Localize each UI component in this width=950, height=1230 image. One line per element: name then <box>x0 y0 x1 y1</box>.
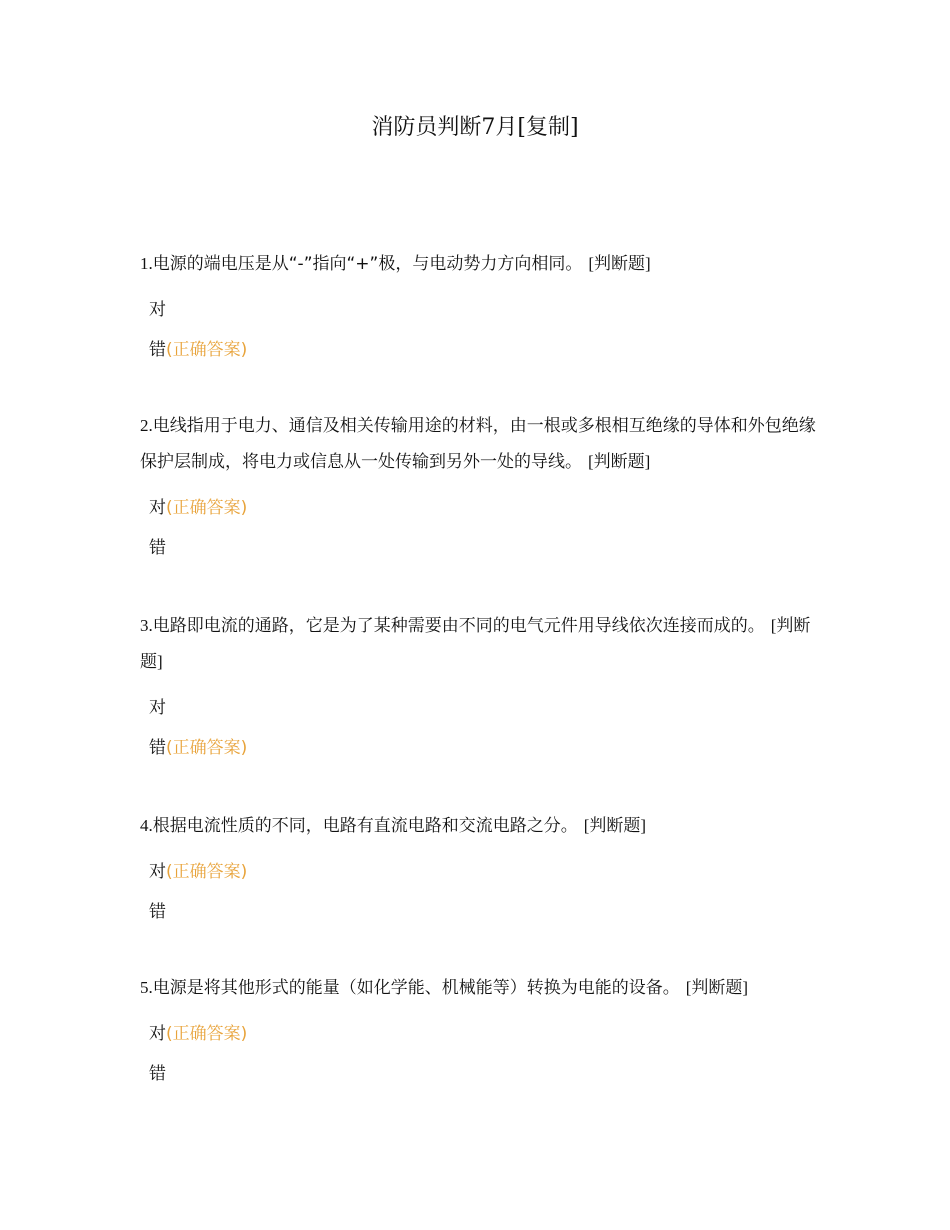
question-type: [判断题] <box>685 978 749 997</box>
question-text <box>140 970 820 1006</box>
option-label: 对 <box>149 1024 166 1044</box>
question-number: 3. <box>140 616 153 635</box>
option-label: 错 <box>149 738 166 758</box>
question-text <box>140 246 820 282</box>
question-text <box>140 608 820 680</box>
option-label: 对 <box>149 698 166 718</box>
question-type: [判断题] <box>588 452 651 471</box>
option-label: 错 <box>149 902 166 922</box>
option-true[interactable] <box>140 688 820 728</box>
correct-answer-tag: (正确答案) <box>166 862 248 882</box>
correct-answer-tag: (正确答案) <box>166 340 248 360</box>
question-number: 1. <box>140 254 153 273</box>
option-label: 错 <box>149 538 166 558</box>
question-body: 电源的端电压是从“-”指向“+”极，与电动势力方向相同。 <box>152 254 583 274</box>
question-number: 2. <box>140 416 153 435</box>
option-label: 对 <box>149 300 166 320</box>
option-true[interactable] <box>140 852 820 892</box>
option-false[interactable] <box>140 1054 820 1094</box>
option-false[interactable] <box>140 728 820 768</box>
document-title: 消防员判断7月[复制] <box>371 115 579 140</box>
question-number: 5. <box>140 978 153 997</box>
correct-answer-tag: (正确答案) <box>166 738 248 758</box>
question-type: [判断题] <box>583 816 647 835</box>
question-type: [判断题] <box>140 616 811 671</box>
question-1 <box>140 246 820 370</box>
question-5 <box>140 970 820 1094</box>
question-type: [判断题] <box>588 254 651 273</box>
question-4 <box>140 808 820 932</box>
question-text <box>140 808 820 844</box>
question-2 <box>140 408 820 568</box>
option-true[interactable] <box>140 488 820 528</box>
question-body: 电线指用于电力、通信及相关传输用途的材料，由一根或多根相互绝缘的导体和外包绝缘保护层制成，将电力或信息从一处传输到另外一处的导线。 <box>140 416 816 472</box>
option-false[interactable] <box>140 330 820 370</box>
correct-answer-tag: (正确答案) <box>166 498 248 518</box>
question-number: 4. <box>140 816 153 835</box>
option-label: 对 <box>149 862 166 882</box>
option-label: 错 <box>149 1064 166 1084</box>
option-false[interactable] <box>140 528 820 568</box>
option-false[interactable] <box>140 892 820 932</box>
correct-answer-tag: (正确答案) <box>166 1024 248 1044</box>
question-body: 电源是将其他形式的能量（如化学能、机械能等）转换为电能的设备。 <box>152 978 680 998</box>
option-true[interactable] <box>140 290 820 330</box>
question-text <box>140 408 820 480</box>
option-true[interactable] <box>140 1014 820 1054</box>
question-body: 根据电流性质的不同，电路有直流电路和交流电路之分。 <box>152 816 578 836</box>
option-label: 错 <box>149 340 166 360</box>
option-label: 对 <box>149 498 166 518</box>
question-3 <box>140 608 820 768</box>
question-body: 电路即电流的通路，它是为了某种需要由不同的电气元件用导线依次连接而成的。 <box>152 616 765 636</box>
